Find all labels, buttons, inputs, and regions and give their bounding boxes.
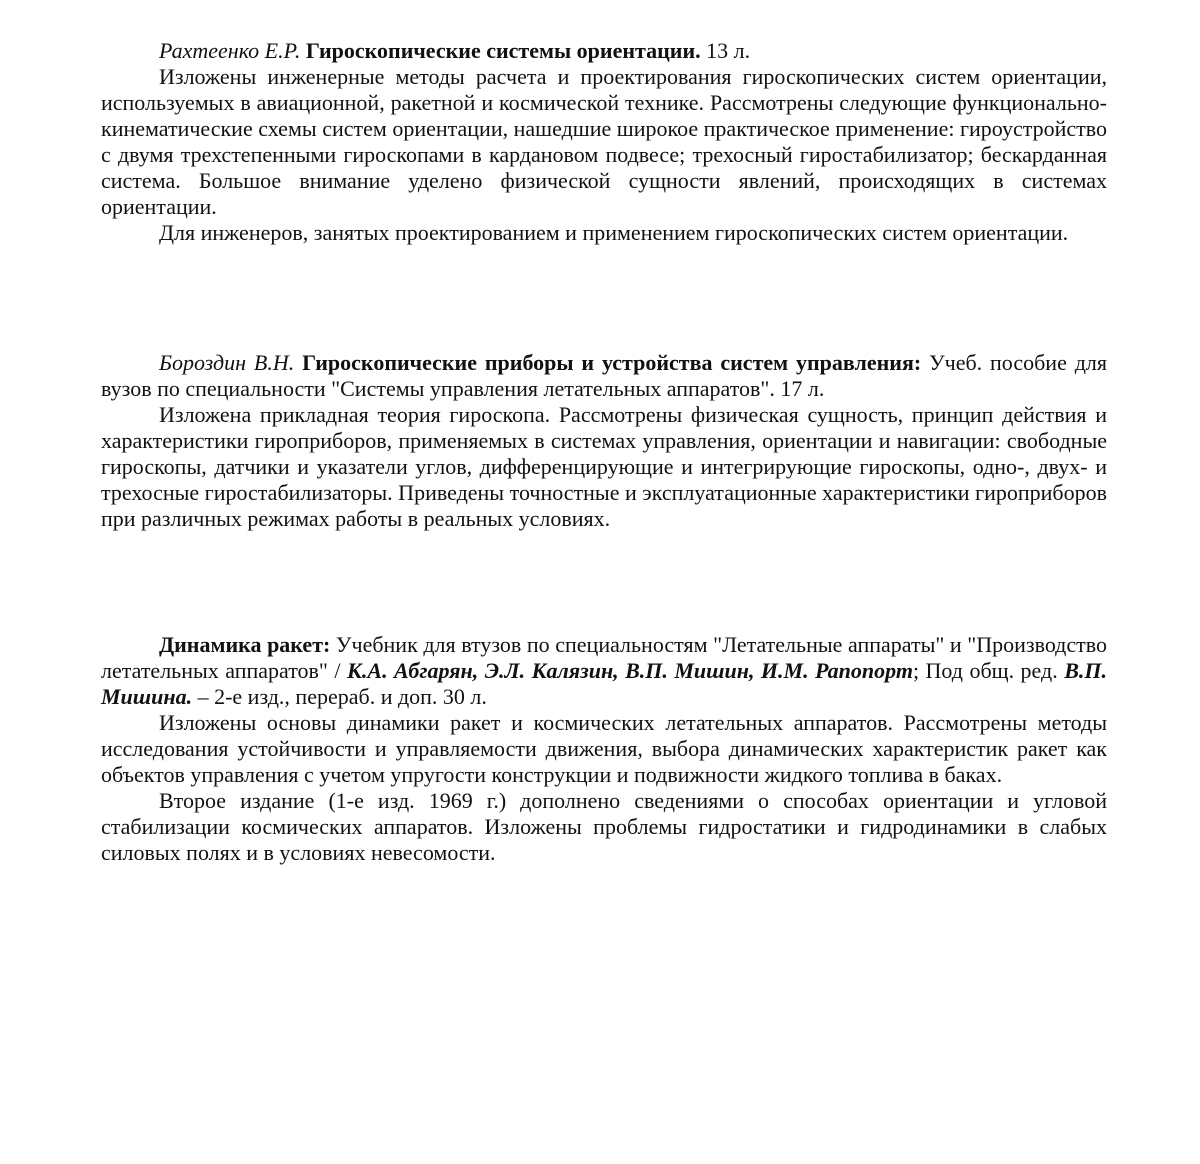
entry-annotation-paragraph: Второе издание (1-е изд. 1969 г.) дополнено сведениями о способах ориентации и угловой стабилизации космических аппаратов. Изложены проблемы гидростатики и гидродинамики в слабых силовых полях и в условиях невесомости. [101,788,1107,865]
entry-description: Учеб. пособие для вузов по специальности "Системы управления летательных аппаратов". 17 л. [101,350,1108,401]
entry-editor-prefix: ; Под общ. ред. [912,658,1058,683]
entry-heading [101,350,1107,402]
entry-annotation-paragraph: Изложена прикладная теория гироскопа. Рассмотрены физическая сущность, принцип действия и характеристики гироприборов, применяемых в системах управления, ориентации и навигации: свободные гироскопы, датчики и указатели углов, дифференцирующие и интегрирующие гироскопы, одно-, двух- и трехосные гиростабилизаторы. Приведены точностные и эксплуатационные характеристики гироприборов при различных режимах работы в реальных условиях. [101,402,1107,531]
entry-annotation-paragraph: Для инженеров, занятых проектированием и применением гироскопических систем ориентации. [159,220,1069,245]
entry-annotation-paragraph: Изложены основы динамики ракет и космических летательных аппаратов. Рассмотрены методы исследования устойчивости и управляемости движения, выбора динамических характеристик ракет как объектов управления с учетом упругости конструкции и подвижности жидкого топлива в баках. [101,710,1107,787]
entry-size: 13 л. [706,38,751,63]
entry-authors: К.А. Абгарян, Э.Л. Калязин, В.П. Мишин, И.М. Рапопорт [346,658,913,683]
entry-title: Гироскопические системы ориентации. [305,38,701,63]
entry-edition: – 2-е изд., перераб. и доп. 30 л. [197,684,487,709]
entry-author: Рахтеенко Е.Р. [159,38,301,63]
entry-title: Гироскопические приборы и устройства систем управления: [302,350,922,375]
book-entry-rocket-dynamics [101,632,1107,866]
entry-description: Учебник для втузов по специальностям "Летательные аппараты" и "Производство летательных аппаратов" / [101,632,1107,683]
book-entry-gyroscopic-instruments [101,350,1107,532]
entry-editor: В.П. Мишина. [101,658,1107,709]
entry-heading [101,632,1107,710]
entry-annotation-paragraph: Изложены инженерные методы расчета и проектирования гироскопических систем ориентации, используемых в авиационной, ракетной и космической технике. Рассмотрены следующие функционально-кинематические схемы систем ориентации, нашедшие широкое практическое применение: гироустройство с двумя трехстепенными гироскопами в кардановом подвесе; трехосный гиростабилизатор; бескарданная система. Большое внимание уделено физической сущности явлений, происходящих в системах ориентации. [101,64,1107,219]
entry-title: Динамика ракет: [159,632,331,657]
book-annotations-page [101,38,1107,866]
entry-heading [101,38,1107,64]
entry-author: Бороздин В.Н. [159,350,295,375]
book-entry-gyroscopic-orientation-systems [101,38,1107,246]
